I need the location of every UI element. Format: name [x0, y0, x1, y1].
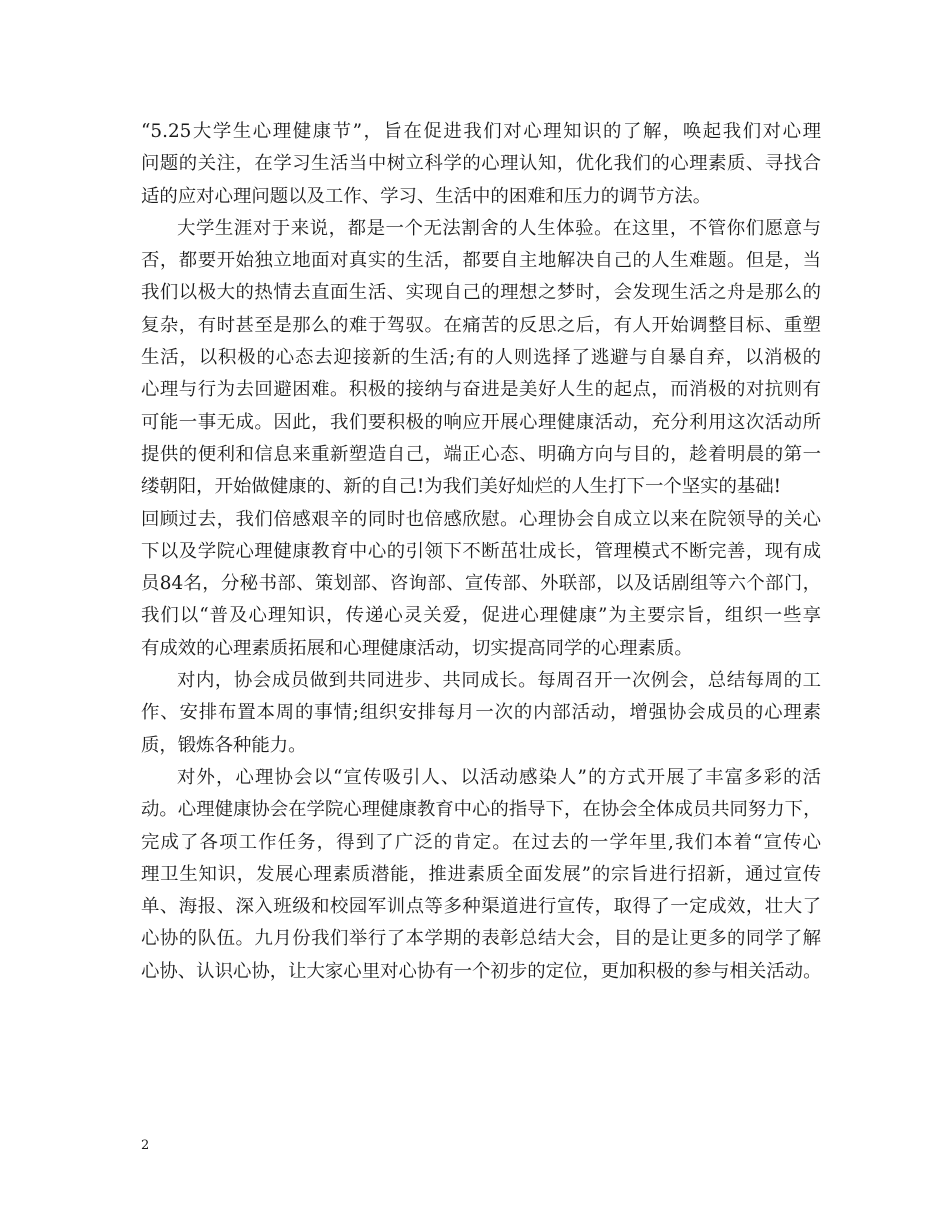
text-line: 可能一事无成。因此，我们要积极的响应开展心理健康活动，充分利用这次活动所 — [141, 411, 821, 433]
page-number: 2 — [141, 1138, 150, 1153]
text-line: 缕朝阳，开始做健康的、新的自己!为我们美好灿烂的人生打下一个坚实的基础! — [141, 476, 782, 498]
text-line: 下以及学院心理健康教育中心的引领下不断茁壮成长，管理模式不断完善，现有成 — [141, 540, 821, 562]
text-line: 动。心理健康协会在学院心理健康教育中心的指导下，在协会全体成员共同努力下， — [141, 799, 822, 821]
text-line: 质，锻炼各种能力。 — [141, 734, 307, 756]
text-line: 否，都要开始独立地面对真实的生活，都要自主地解决自己的人生难题。但是，当 — [141, 250, 821, 272]
text-line: 理卫生知识，发展心理素质潜能，推进素质全面发展”的宗旨进行招新，通过宣传 — [141, 863, 821, 885]
text-line: 复杂，有时甚至是那么的难于驾驭。在痛苦的反思之后，有人开始调整目标、重塑 — [141, 314, 821, 336]
text-line: 有成效的心理素质拓展和心理健康活动，切实提高同学的心理素质。 — [141, 637, 693, 659]
text-line: 心协、认识心协，让大家心里对心协有一个初步的定位，更加积极的参与相关活动。 — [141, 960, 822, 982]
text-line: “5.25大学生心理健康节”，旨在促进我们对心理知识的了解，唤起我们对心理 — [141, 121, 821, 142]
text-line: 单、海报、深入班级和校园军训点等多种渠道进行宣传，取得了一定成效，壮大了 — [141, 896, 821, 918]
text-line: 心理与行为去回避困难。积极的接纳与奋进是美好人生的起点，而消极的对抗则有 — [141, 379, 821, 401]
text-line: 作、安排布置本周的事情;组织安排每月一次的内部活动，增强协会成员的心理素 — [141, 702, 821, 724]
text-line: 对外，心理协会以“宣传吸引人、以活动感染人”的方式开展了丰富多彩的活 — [177, 766, 821, 788]
text-line: 员84名，分秘书部、策划部、咨询部、宣传部、外联部，以及话剧组等六个部门， — [141, 573, 821, 595]
body-text — [141, 116, 821, 988]
text-line: 完成了各项工作任务，得到了广泛的肯定。在过去的一学年里,我们本着“宣传心 — [141, 831, 821, 853]
text-line: 我们以“普及心理知识，传递心灵关爱，促进心理健康”为主要宗旨，组织一些享 — [141, 605, 821, 627]
text-line: 生活，以积极的心态去迎接新的生活;有的人则选择了逃避与自暴自弃，以消极的 — [141, 347, 821, 369]
text-line: 适的应对心理问题以及工作、学习、生活中的困难和压力的调节方法。 — [141, 185, 712, 207]
text-line: 问题的关注，在学习生活当中树立科学的心理认知，优化我们的心理素质、寻找合 — [141, 153, 821, 175]
text-line: 回顾过去，我们倍感艰辛的同时也倍感欣慰。心理协会自成立以来在院领导的关心 — [141, 508, 821, 530]
text-line: 我们以极大的热情去直面生活、实现自己的理想之梦时，会发现生活之舟是那么的 — [141, 282, 821, 304]
text-line: 大学生涯对于来说，都是一个无法割舍的人生体验。在这里，不管你们愿意与 — [177, 217, 821, 239]
text-line: 提供的便利和信息来重新塑造自己，端正心态、明确方向与目的，趁着明晨的第一 — [141, 443, 821, 465]
text-line: 心协的队伍。九月份我们举行了本学期的表彰总结大会，目的是让更多的同学了解 — [141, 928, 821, 950]
text-line: 对内，协会成员做到共同进步、共同成长。每周召开一次例会，总结每周的工 — [177, 670, 821, 692]
